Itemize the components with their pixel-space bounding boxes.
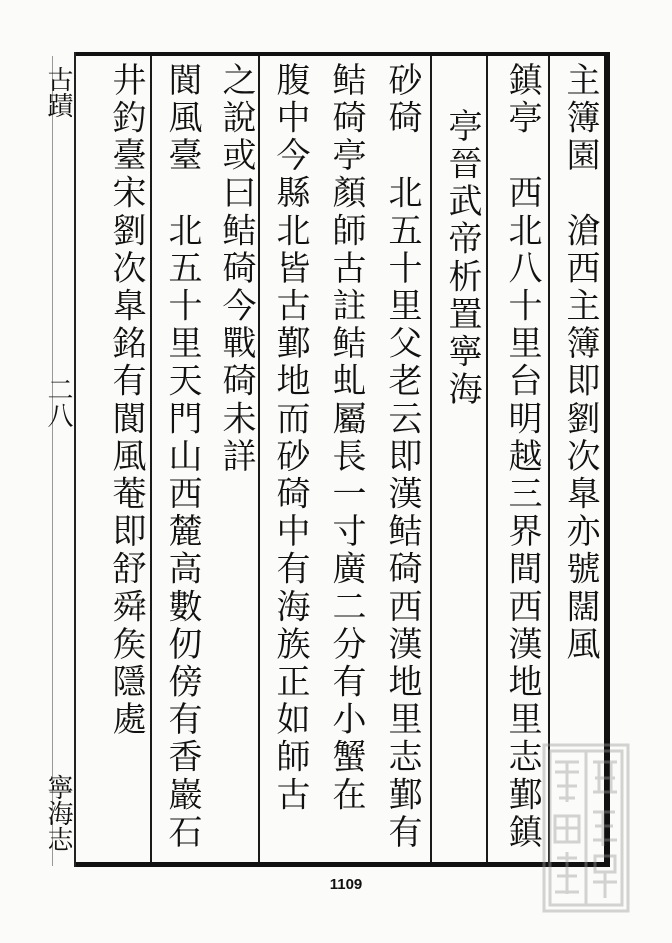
- text-column-7: 之說或曰鲒碕今戰碕未詳: [216, 62, 256, 476]
- margin-category: 古蹟: [43, 66, 73, 118]
- column-separator: [486, 56, 488, 862]
- column-separator: [430, 56, 432, 862]
- frame-bottom-line: [74, 862, 610, 867]
- text-column-9: 井釣臺宋劉次臯銘有閬風菴即舒舜矦隱處: [106, 62, 146, 739]
- page-number: 1109: [329, 876, 363, 893]
- column-separator: [150, 56, 152, 862]
- text-column-5: 鲒碕亭顏師古註鲒虬屬長一寸廣二分有小蟹在: [326, 62, 366, 814]
- library-seal-stamp: [541, 742, 631, 914]
- text-column-3: 亭晉武帝析置寧海: [442, 108, 482, 409]
- text-column-8: 閬風臺 北五十里天門山西麓高數仞傍有香巖石: [162, 62, 202, 852]
- fold-margin: [43, 56, 77, 866]
- margin-leaf-number: 二八: [43, 376, 73, 428]
- frame-top-line: [74, 52, 610, 56]
- text-column-4: 砂碕 北五十里父老云即漢鲒碕西漢地里志鄞有: [382, 62, 422, 852]
- text-column-2: 鎮亭 西北八十里台明越三界間西漢地里志鄞鎮: [502, 62, 542, 852]
- text-column-6: 腹中今縣北皆古鄞地而砂碕中有海族正如師古: [270, 62, 310, 814]
- margin-book-title: 寧海志: [43, 774, 73, 852]
- text-column-1: 主簿園 滄西主簿即劉次臯亦號闊風: [560, 62, 600, 664]
